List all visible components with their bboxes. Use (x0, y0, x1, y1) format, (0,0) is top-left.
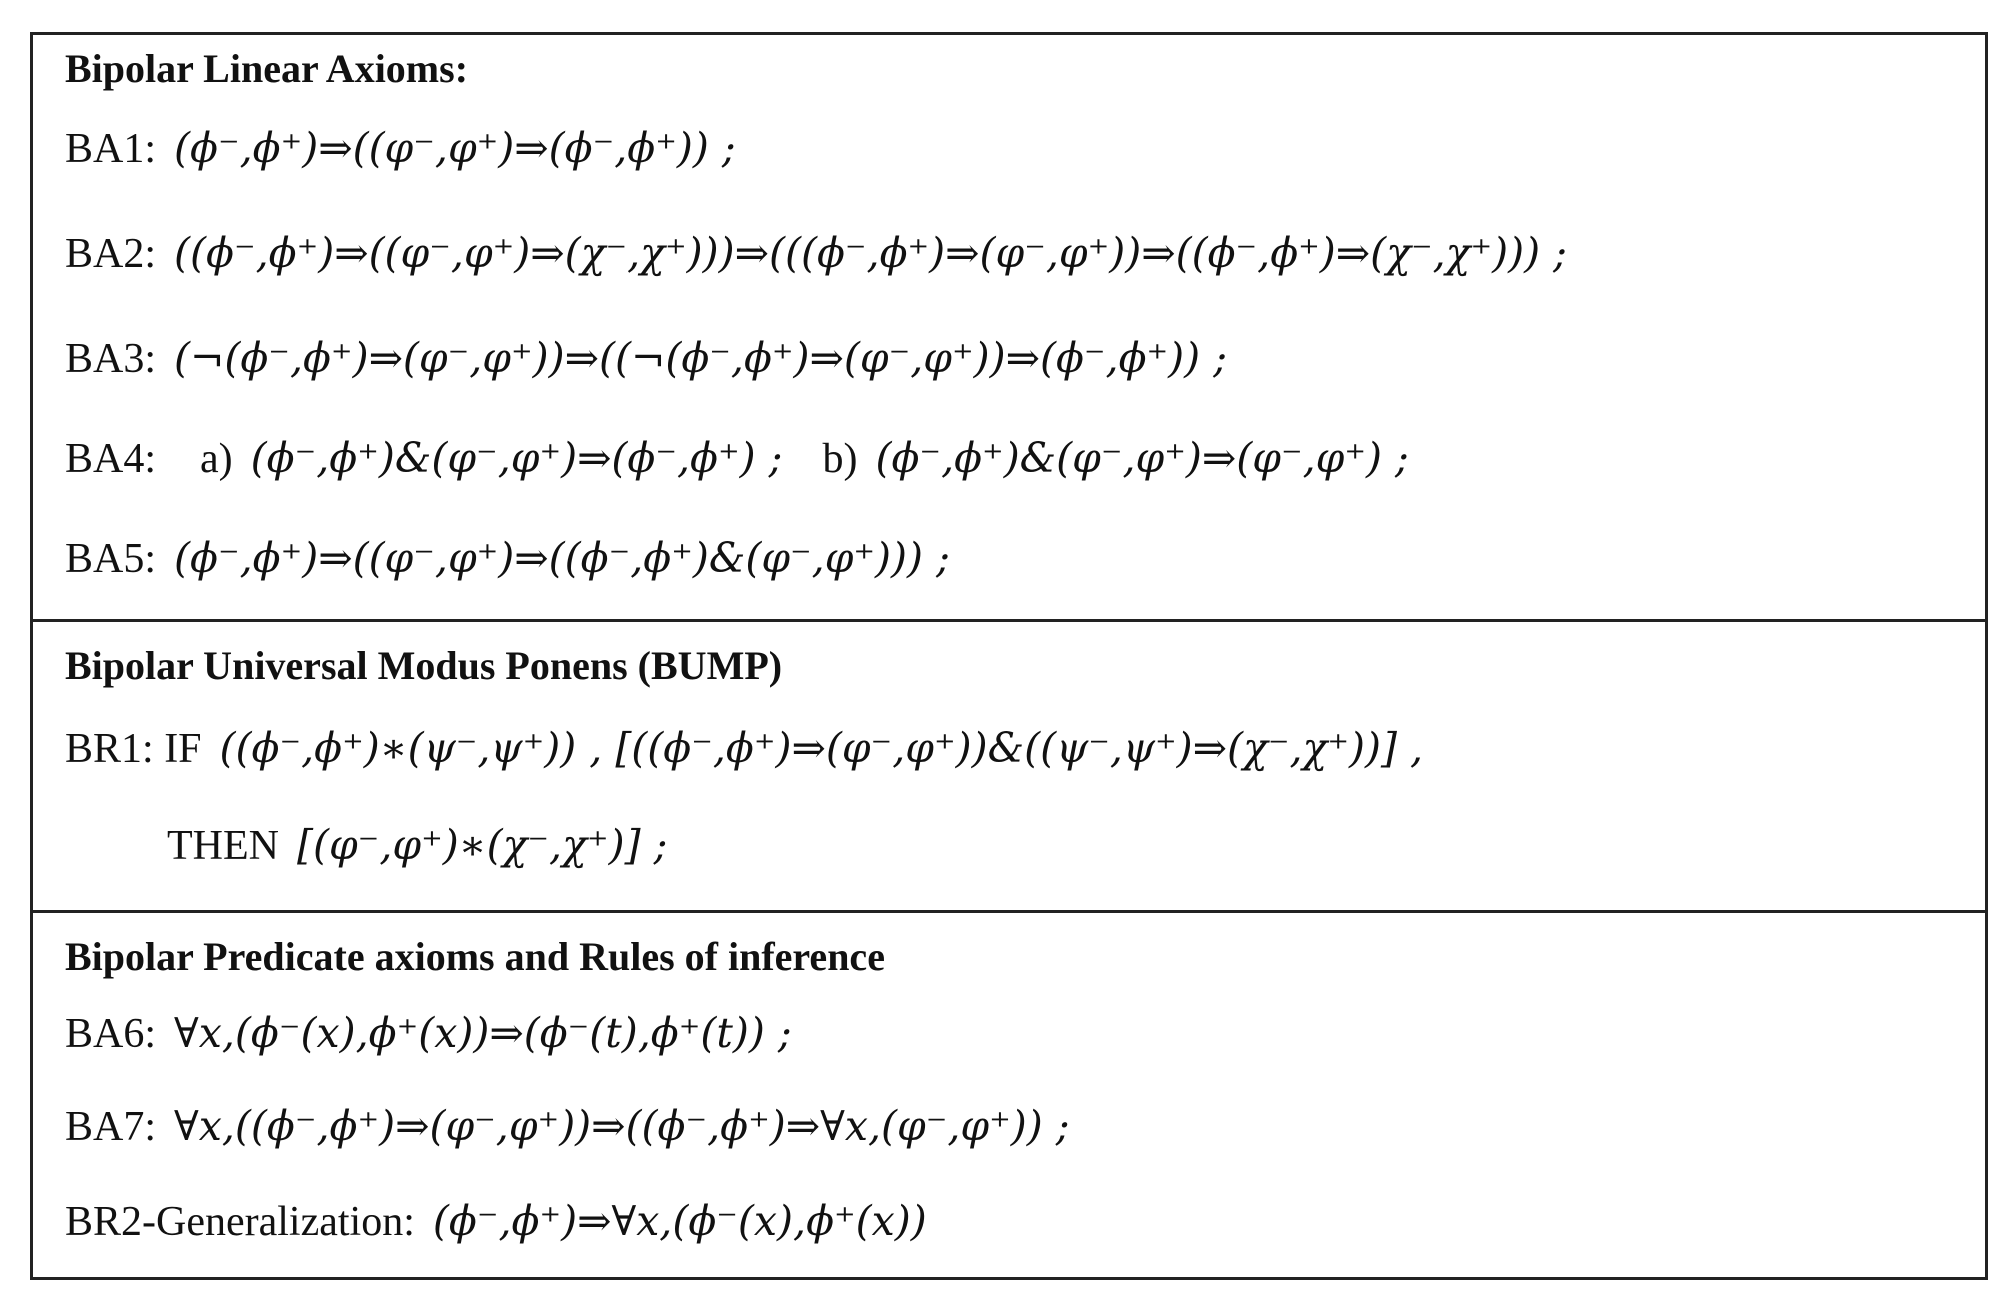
axiom-formula: (ϕ⁻,ϕ⁺)⇒((φ⁻,φ⁺)⇒(ϕ⁻,ϕ⁺)) ; (174, 124, 736, 172)
axiom-ba7 (65, 1098, 1070, 1155)
axiom-label: BA5: (65, 536, 157, 582)
linear-axioms-section (33, 35, 1985, 622)
section-heading: Bipolar Universal Modus Ponens (BUMP) (65, 643, 783, 688)
axiom-formula: (¬(ϕ⁻,ϕ⁺)⇒(φ⁻,φ⁺))⇒((¬(ϕ⁻,ϕ⁺)⇒(φ⁻,φ⁺))⇒(ϕ⁻,ϕ⁺)) ; (174, 334, 1228, 382)
axiom-label: BA1: (65, 126, 157, 172)
section-heading: Bipolar Linear Axioms: (65, 46, 469, 91)
axiom-ba6 (65, 1005, 792, 1062)
rule-br1-then (167, 817, 667, 874)
rule-br1 (65, 720, 1423, 777)
axiom-label: BA2: (65, 231, 157, 277)
rule-formula: (ϕ⁻,ϕ⁺)⇒∀x,(ϕ⁻(x),ϕ⁺(x)) (432, 1197, 927, 1245)
axiom-label: BA7: (65, 1104, 157, 1150)
axiom-formula: ∀x,(ϕ⁻(x),ϕ⁺(x))⇒(ϕ⁻(t),ϕ⁺(t)) ; (174, 1009, 792, 1057)
bump-section (33, 622, 1985, 913)
part-a-label: a) (200, 436, 233, 482)
axiom-ba1 (65, 120, 736, 177)
rule-formula: [(φ⁻,φ⁺)∗(χ⁻,χ⁺)] ; (296, 821, 668, 869)
rule-label: BR1: IF (65, 726, 202, 772)
axiom-ba4 (65, 430, 1409, 487)
section-heading: Bipolar Predicate axioms and Rules of inference (65, 934, 885, 979)
axiom-label: BA6: (65, 1011, 157, 1057)
predicate-section (33, 913, 1985, 1277)
rule-br2 (65, 1193, 927, 1250)
axiom-formula: ∀x,((ϕ⁻,ϕ⁺)⇒(φ⁻,φ⁺))⇒((ϕ⁻,ϕ⁺)⇒∀x,(φ⁻,φ⁺)) ; (174, 1102, 1070, 1150)
axiom-formula-b: (ϕ⁻,ϕ⁺)&(φ⁻,φ⁺)⇒(φ⁻,φ⁺) ; (875, 434, 1409, 482)
axiom-ba5 (65, 530, 950, 587)
rule-label: BR2-Generalization: (65, 1199, 415, 1245)
part-b-label: b) (822, 436, 858, 482)
rule-label: THEN (167, 823, 279, 869)
axiom-label: BA3: (65, 336, 157, 382)
axiom-label: BA4: (65, 436, 157, 482)
rule-formula: ((ϕ⁻,ϕ⁺)∗(ψ⁻,ψ⁺)) , [((ϕ⁻,ϕ⁺)⇒(φ⁻,φ⁺))&((ψ⁻,ψ⁺)⇒(χ⁻,χ⁺))] , (219, 724, 1424, 772)
axiom-formula: ((ϕ⁻,ϕ⁺)⇒((φ⁻,φ⁺)⇒(χ⁻,χ⁺)))⇒(((ϕ⁻,ϕ⁺)⇒(φ⁻,φ⁺))⇒((ϕ⁻,ϕ⁺)⇒(χ⁻,χ⁺))) ; (174, 229, 1567, 277)
axiom-ba3 (65, 330, 1227, 387)
axiom-formula: (ϕ⁻,ϕ⁺)⇒((φ⁻,φ⁺)⇒((ϕ⁻,ϕ⁺)&(φ⁻,φ⁺))) ; (174, 534, 950, 582)
axiom-ba2 (65, 225, 1567, 282)
axioms-table (30, 32, 1988, 1280)
axiom-formula-a: (ϕ⁻,ϕ⁺)&(φ⁻,φ⁺)⇒(ϕ⁻,ϕ⁺) ; (250, 434, 783, 482)
